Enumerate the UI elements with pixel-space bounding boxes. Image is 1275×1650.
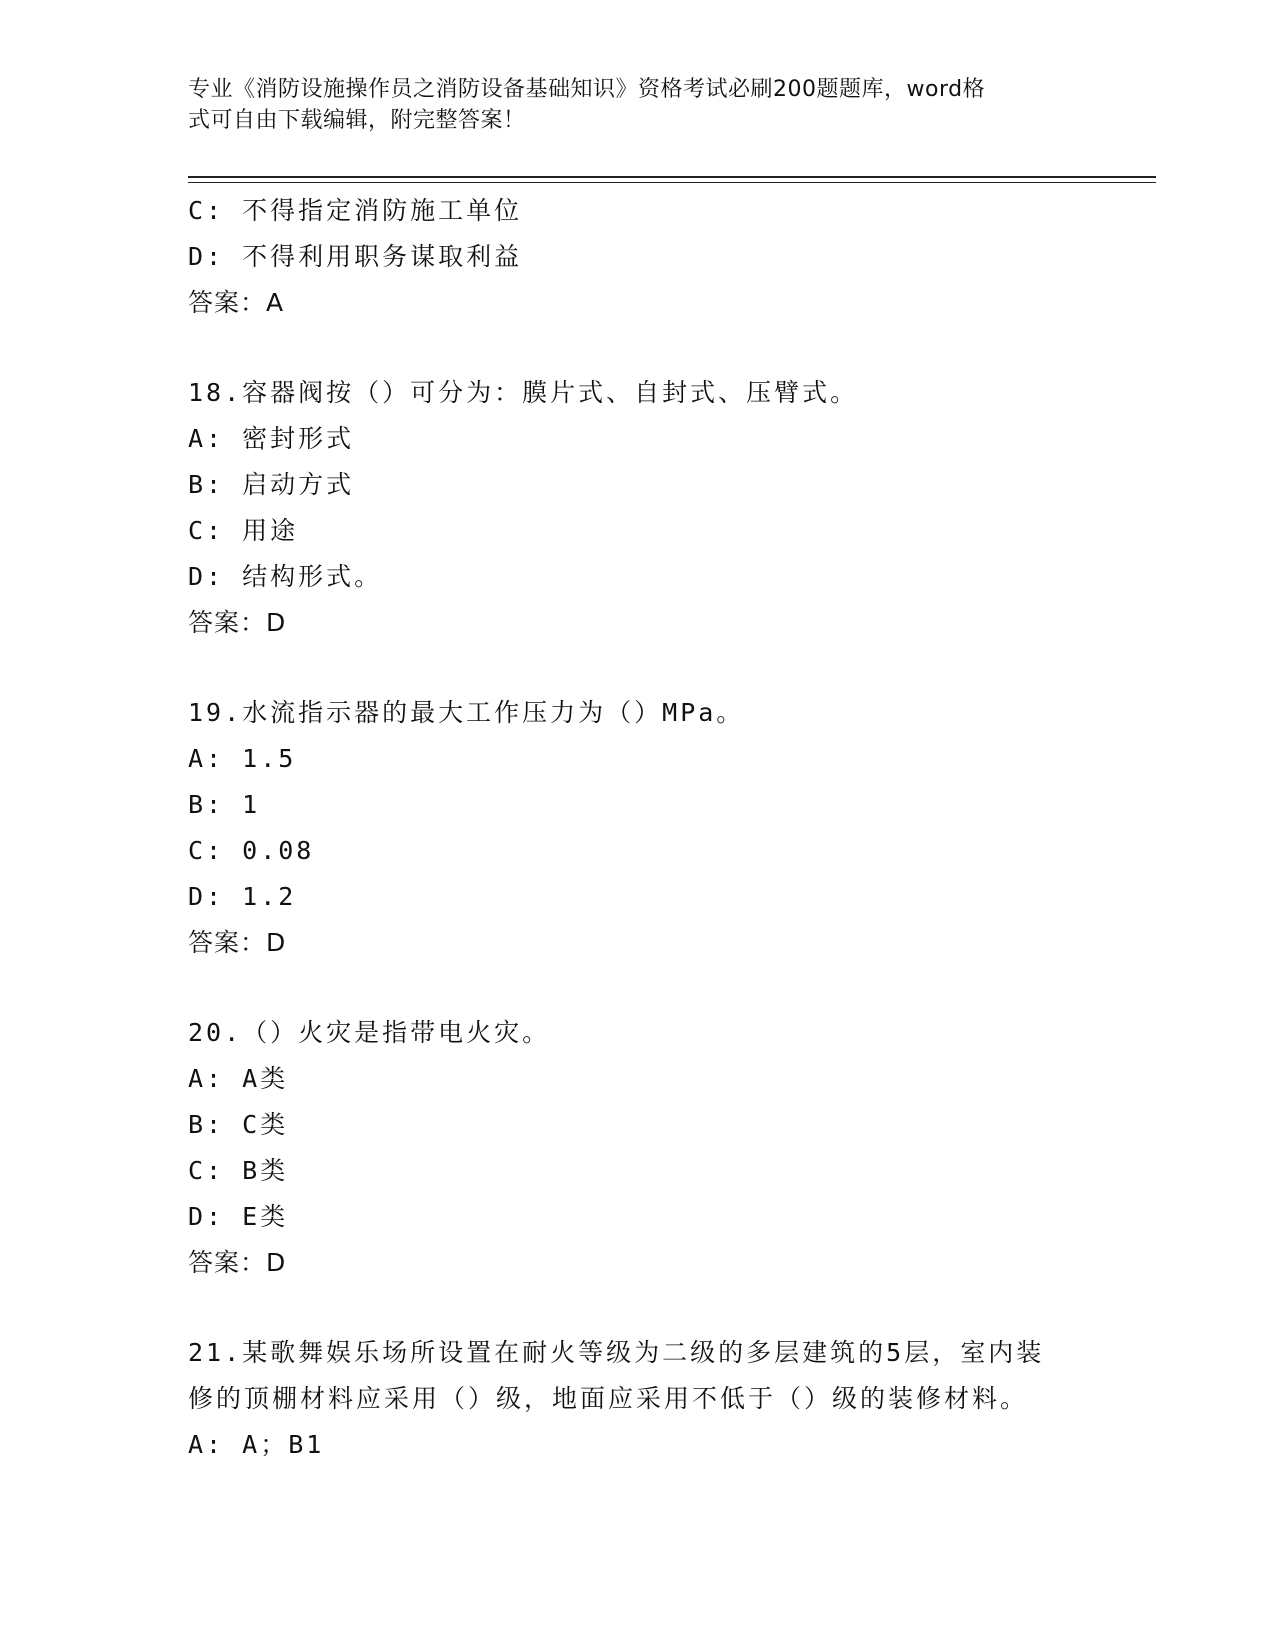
question-stem-line-2: 修的顶棚材料应采用（）级，地面应采用不低于（）级的装修材料。 bbox=[188, 1384, 1029, 1413]
header-divider-thick bbox=[188, 176, 1156, 178]
question-list bbox=[188, 188, 1088, 1468]
document-header bbox=[188, 74, 1068, 136]
option-b: B: C类 bbox=[188, 1110, 289, 1139]
question-17-tail bbox=[188, 188, 1088, 326]
option-d: D: 结构形式。 bbox=[188, 562, 383, 591]
question-stem: 19.水流指示器的最大工作压力为（）MPa。 bbox=[188, 698, 745, 727]
option-d: D: E类 bbox=[188, 1202, 289, 1231]
option-b: B: 启动方式 bbox=[188, 470, 355, 499]
option-a: A: A；B1 bbox=[188, 1430, 325, 1459]
question-18 bbox=[188, 370, 1088, 646]
header-divider-thin bbox=[188, 182, 1156, 183]
answer: 答案：D bbox=[188, 608, 287, 637]
option-a: A: A类 bbox=[188, 1064, 289, 1093]
option-c: C: 用途 bbox=[188, 516, 299, 545]
option-a: A: 密封形式 bbox=[188, 424, 355, 453]
option-c: C: B类 bbox=[188, 1156, 289, 1185]
option-c: C: 0.08 bbox=[188, 836, 315, 865]
header-title-line-2: 式可自由下载编辑，附完整答案！ bbox=[188, 108, 526, 133]
answer: 答案：D bbox=[188, 1248, 287, 1277]
spacer bbox=[188, 1286, 1088, 1330]
question-20 bbox=[188, 1010, 1088, 1286]
header-title-line-1: 专业《消防设施操作员之消防设备基础知识》资格考试必刷200题题库，word格 bbox=[188, 77, 986, 102]
question-stem-line-1: 21.某歌舞娱乐场所设置在耐火等级为二级的多层建筑的5层，室内装 bbox=[188, 1338, 1045, 1367]
option-d: D: 1.2 bbox=[188, 882, 297, 911]
option-a: A: 1.5 bbox=[188, 744, 297, 773]
question-stem: 20.（）火灾是指带电火灾。 bbox=[188, 1018, 551, 1047]
question-21 bbox=[188, 1330, 1088, 1468]
option-c: C: 不得指定消防施工单位 bbox=[188, 196, 523, 225]
spacer bbox=[188, 326, 1088, 370]
spacer bbox=[188, 646, 1088, 690]
option-d: D: 不得利用职务谋取利益 bbox=[188, 242, 523, 271]
question-19 bbox=[188, 690, 1088, 966]
answer: 答案：D bbox=[188, 928, 287, 957]
spacer bbox=[188, 966, 1088, 1010]
option-b: B: 1 bbox=[188, 790, 261, 819]
answer: 答案：A bbox=[188, 288, 285, 317]
question-stem: 18.容器阀按（）可分为：膜片式、自封式、压臂式。 bbox=[188, 378, 859, 407]
